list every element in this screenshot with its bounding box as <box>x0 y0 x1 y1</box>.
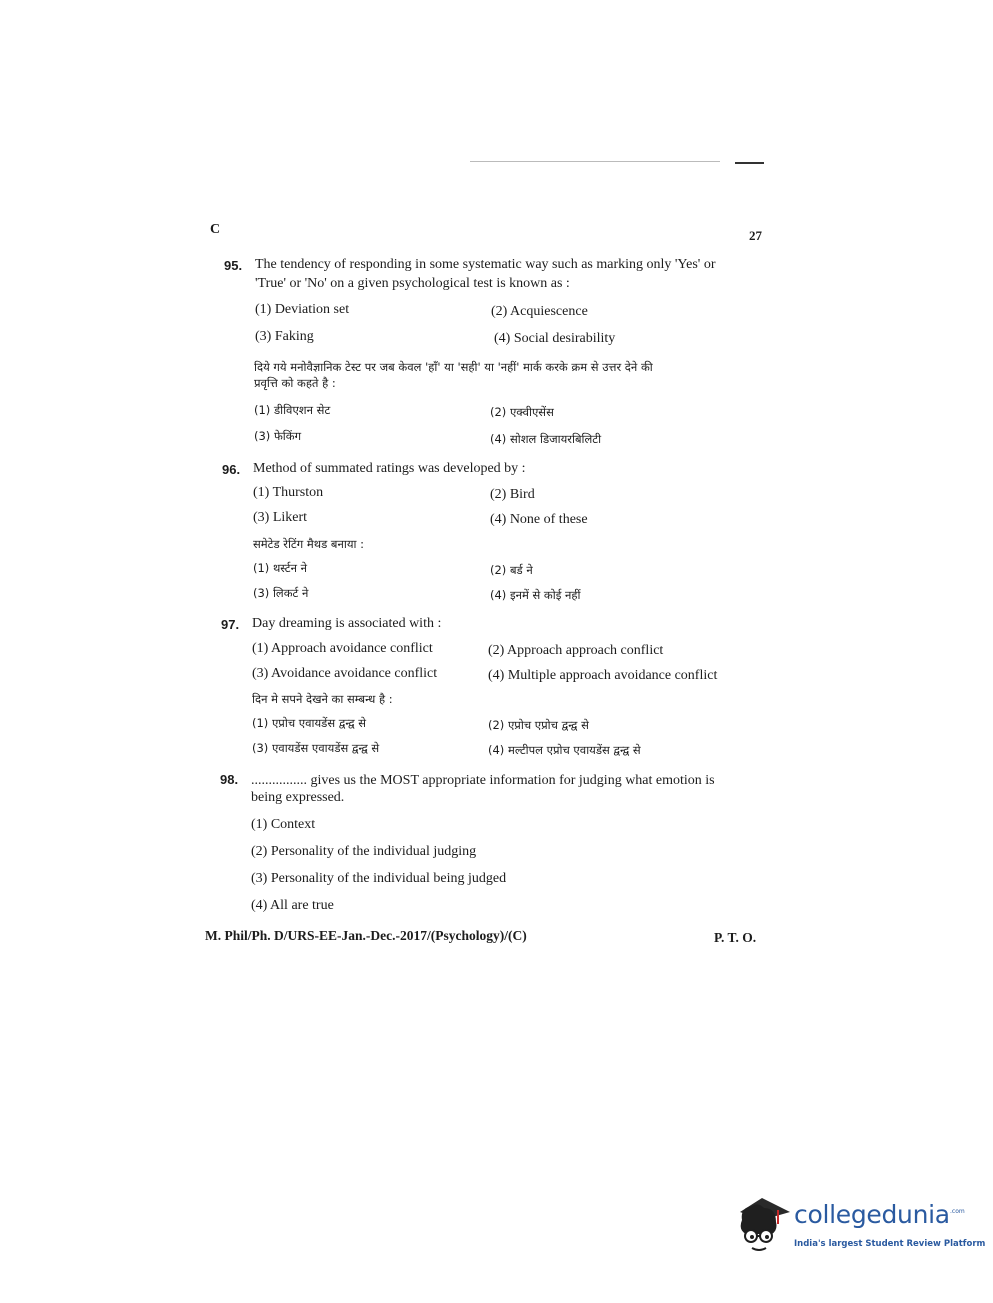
option-hindi: (2) एप्रोच एप्रोच द्वन्द्व से <box>488 718 589 732</box>
series-code: C <box>210 222 221 237</box>
mascot-icon <box>732 1196 792 1260</box>
question-text-hindi: समेटेड रेटिंग मैथड बनाया : <box>253 537 365 551</box>
option: (2) Approach approach conflict <box>488 643 664 658</box>
option: (3) Personality of the individual being judged <box>251 871 507 886</box>
option: (3) Faking <box>255 329 314 344</box>
page-number: 27 <box>749 228 762 243</box>
option: (1) Thurston <box>253 485 324 500</box>
question-number: 95. <box>224 258 243 273</box>
top-rule-long <box>470 161 720 162</box>
option: (3) Likert <box>253 510 308 525</box>
option: (4) None of these <box>490 512 588 527</box>
question-text-hindi: प्रवृत्ति को कहते है : <box>254 376 336 390</box>
option-hindi: (1) डीविएशन सेट <box>254 403 331 417</box>
option: (1) Deviation set <box>255 302 350 317</box>
option-hindi: (4) इनमें से कोई नहीं <box>490 588 581 602</box>
option: (1) Approach avoidance conflict <box>252 641 433 656</box>
option: (2) Personality of the individual judging <box>251 844 477 859</box>
question-text: Method of summated ratings was developed by : <box>253 461 526 476</box>
logo-suffix: .com <box>950 1208 965 1215</box>
question-number: 96. <box>222 462 241 477</box>
option-hindi: (1) थर्स्टन ने <box>253 561 307 575</box>
collegedunia-logo <box>732 1196 986 1260</box>
option-hindi: (3) लिकर्ट ने <box>253 586 309 600</box>
option: (2) Bird <box>490 487 535 502</box>
option-hindi: (4) सोशल डिजायरबिलिटी <box>490 432 602 446</box>
option-hindi: (4) मल्टीपल एप्रोच एवायडेंस द्वन्द्व से <box>488 743 641 757</box>
option: (4) All are true <box>251 898 334 913</box>
option: (1) Context <box>251 817 316 832</box>
option: (4) Social desirability <box>494 331 616 346</box>
question-text: Day dreaming is associated with : <box>252 616 442 631</box>
logo-wordmark: collegedunia <box>794 1200 950 1229</box>
question-text: 'True' or 'No' on a given psychological test is known as : <box>255 276 570 291</box>
question-number: 97. <box>221 617 240 632</box>
option-hindi: (2) बर्ड ने <box>490 563 533 577</box>
option-hindi: (3) फेकिंग <box>254 429 302 443</box>
option-hindi: (2) एक्वीएसेंस <box>490 405 554 419</box>
question-text-hindi: दिये गये मनोवैज्ञानिक टेस्ट पर जब केवल 'हाँ' या 'सही' या 'नहीं' मार्क करके क्रम से उत्तर देने की <box>254 360 653 374</box>
footer-exam-code: M. Phil/Ph. D/URS-EE-Jan.-Dec.-2017/(Psychology)/(C) <box>205 928 527 943</box>
question-text: being expressed. <box>251 790 345 805</box>
top-rule-short <box>735 162 764 164</box>
logo-tagline: India's largest Student Review Platform <box>794 1239 986 1249</box>
option: (3) Avoidance avoidance conflict <box>252 666 438 681</box>
footer-pto: P. T. O. <box>714 930 757 945</box>
option: (4) Multiple approach avoidance conflict <box>488 668 718 683</box>
option: (2) Acquiescence <box>491 304 588 319</box>
question-text: The tendency of responding in some systematic way such as marking only 'Yes' or <box>255 257 716 272</box>
option-hindi: (3) एवायडेंस एवायडेंस द्वन्द्व से <box>252 741 380 755</box>
option-hindi: (1) एप्रोच एवायडेंस द्वन्द्व से <box>252 716 366 730</box>
question-text-hindi: दिन मे सपने देखने का सम्बन्ध है : <box>252 692 393 706</box>
question-text: ................ gives us the MOST appropriate information for judging what emotion is <box>251 773 715 788</box>
question-number: 98. <box>220 772 239 787</box>
